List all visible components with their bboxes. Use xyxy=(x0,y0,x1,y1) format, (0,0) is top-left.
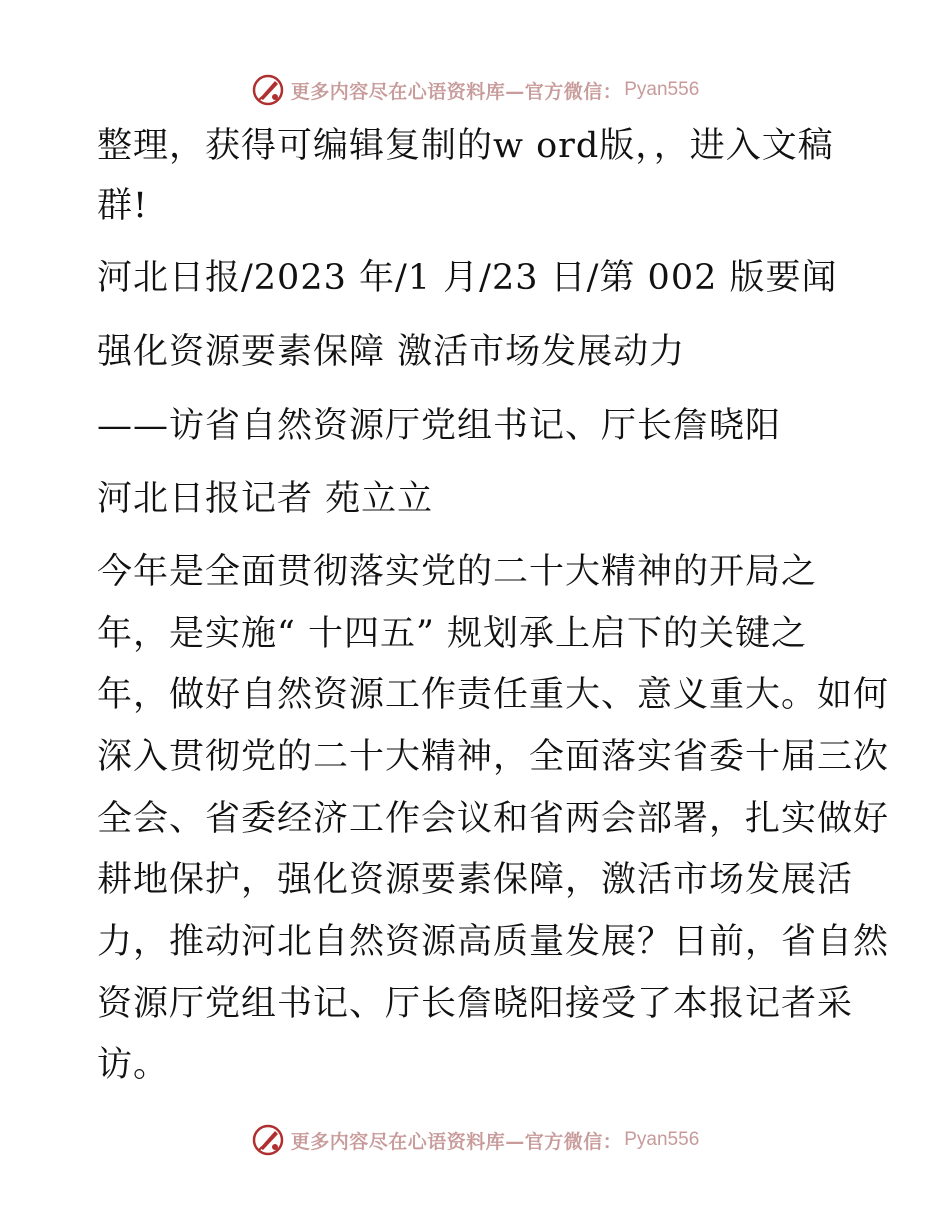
text-line: ——访省自然资源厅党组书记、厅长詹晓阳 xyxy=(97,406,782,446)
footer-watermark xyxy=(0,1120,950,1160)
text-line: 河北日报/2023 年/1 月/23 日/第 002 版要闻 xyxy=(97,258,838,298)
text-line: 群! xyxy=(97,186,149,226)
watermark-wechat-id: Pyan556 xyxy=(624,1129,700,1150)
text-line: 年，做好自然资源工作责任重大、意义重大。如何 xyxy=(97,675,890,715)
quill-logo-icon xyxy=(251,1123,285,1157)
text-line: 今年是全面贯彻落实党的二十大精神的开局之 xyxy=(97,552,818,592)
text-line: 资源厅党组书记、厅长詹晓阳接受了本报记者采 xyxy=(97,984,854,1024)
watermark-text: 更多内容尽在心语资料库—官方微信： xyxy=(290,80,623,103)
header-watermark xyxy=(0,70,950,110)
text-line: 全会、省委经济工作会议和省两会部署，扎实做好 xyxy=(97,799,890,839)
text-line: 力，推动河北自然资源高质量发展？日前，省自然 xyxy=(97,922,890,962)
text-line: 耕地保护，强化资源要素保障，激活市场发展活 xyxy=(97,860,854,900)
text-line: 整理，获得可编辑复制的w ord版，，进入文稿 xyxy=(97,126,834,166)
watermark-wechat-id: Pyan556 xyxy=(624,79,700,100)
text-line: 强化资源要素保障 激活市场发展动力 xyxy=(97,332,686,372)
text-line: 访。 xyxy=(97,1045,170,1085)
watermark-text: 更多内容尽在心语资料库—官方微信： xyxy=(290,1130,623,1153)
text-line: 河北日报记者 苑立立 xyxy=(97,479,434,519)
text-line: 年，是实施“ 十四五” 规划承上启下的关键之 xyxy=(97,614,808,654)
text-line: 深入贯彻党的二十大精神，全面落实省委十届三次 xyxy=(97,737,890,777)
quill-logo-icon xyxy=(251,73,285,107)
